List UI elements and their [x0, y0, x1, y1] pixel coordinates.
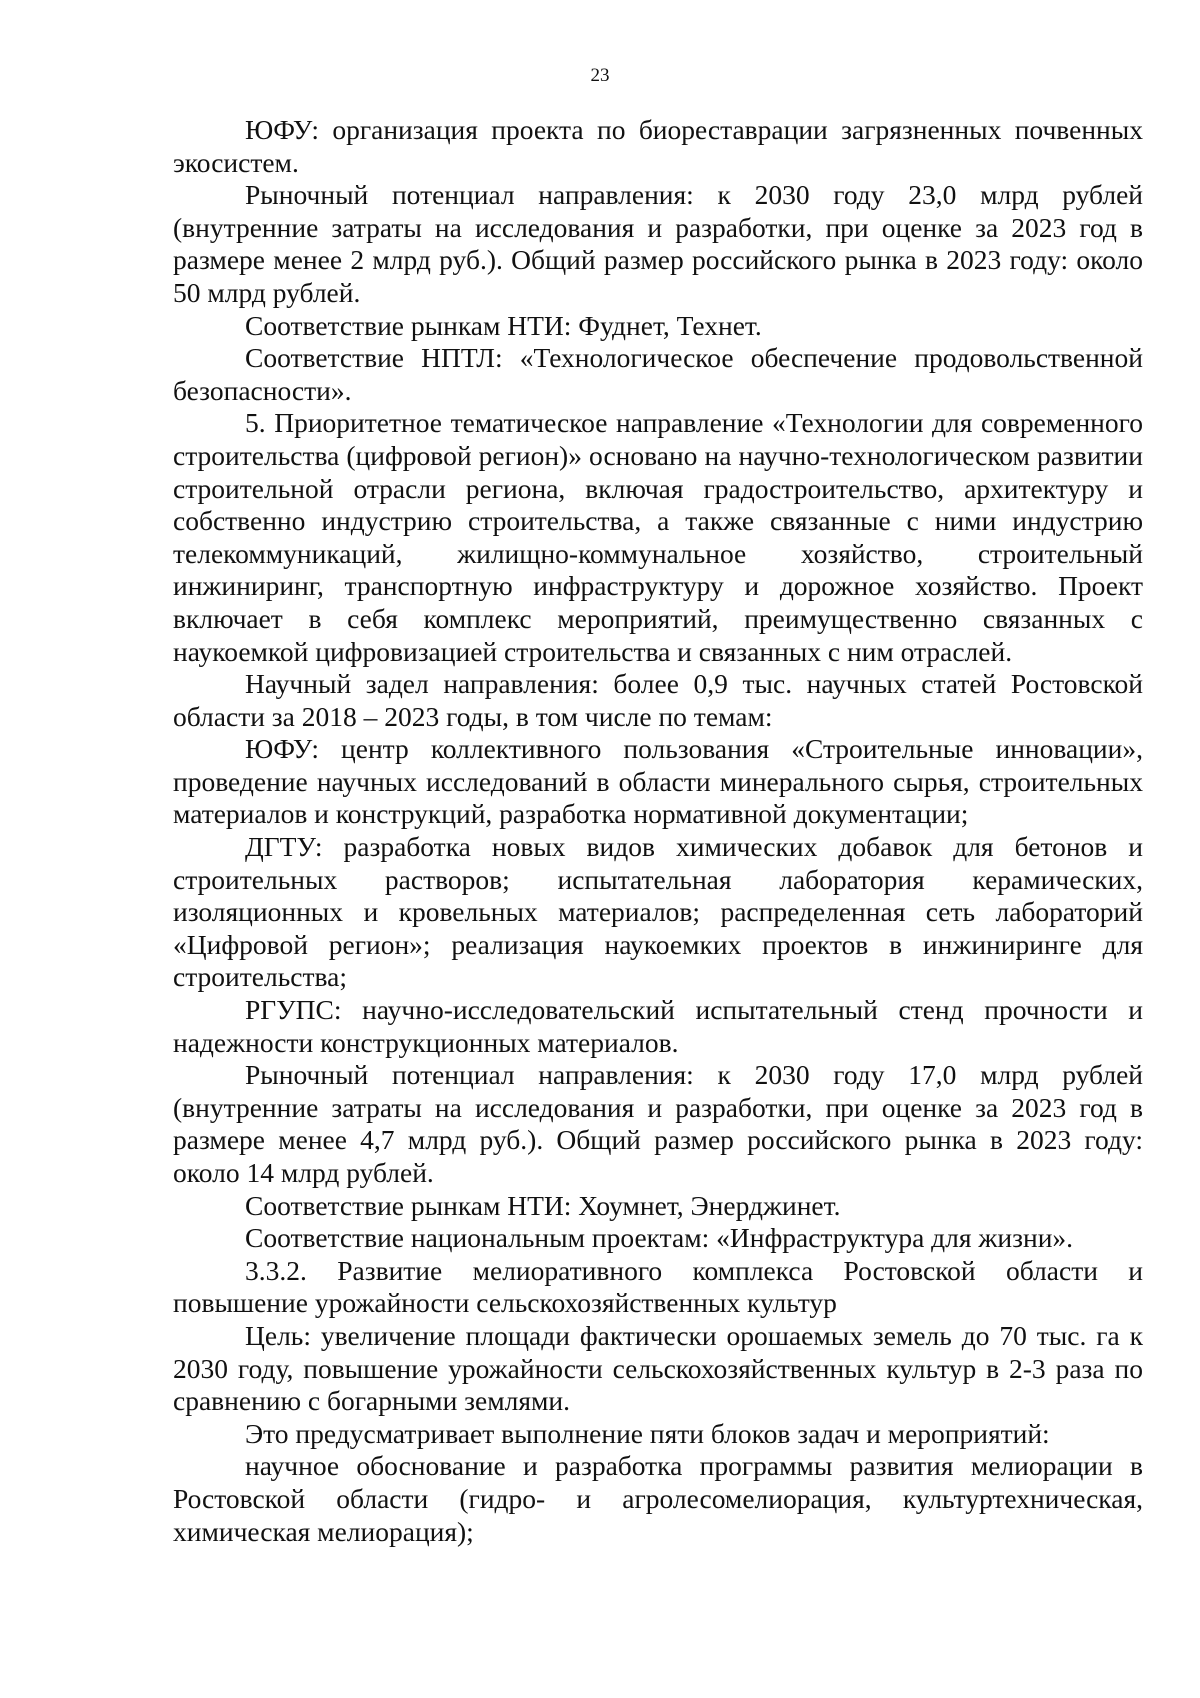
paragraph-yufu-construction: ЮФУ: центр коллективного пользования «Строительные инновации», проведение научных исследований в области минерального сырья, строительных материалов и конструкций, разработка нормативной документации;: [173, 733, 1143, 830]
paragraph-task-blocks: Это предусматривает выполнение пяти блоков задач и мероприятий:: [245, 1417, 1050, 1449]
page-number: 23: [590, 65, 610, 86]
paragraph-market-potential-2: Рыночный потенциал направления: к 2030 году 17,0 млрд рублей (внутренние затраты на исследования и разработки, при оценке за 2023 год в размере менее 4,7 млрд руб.). Общий размер российского рынка в 2023 году: около 14 млрд рублей.: [173, 1059, 1143, 1188]
paragraph-nti-markets-1: Соответствие рынкам НТИ: Фуднет, Технет.: [245, 309, 762, 341]
paragraph-yufu-bioremediation: ЮФУ: организация проекта по биореставрации загрязненных почвенных экосистем.: [173, 114, 1143, 178]
section-heading-3-3-2: 3.3.2. Развитие мелиоративного комплекса Ростовской области и повышение урожайности сельскохозяйственных культур: [173, 1254, 1143, 1319]
paragraph-market-potential-1: Рыночный потенциал направления: к 2030 году 23,0 млрд рублей (внутренние затраты на исследования и разработки, при оценке за 2023 год в размере менее 2 млрд руб.). Общий размер российского рынка в 2023 году: около 50 млрд рублей.: [173, 179, 1143, 308]
paragraph-melioration-program: научное обоснование и разработка программы развития мелиорации в Ростовской области (гидро- и агролесомелиорация, культуртехническая, химическая мелиорация);: [173, 1450, 1143, 1547]
document-body: [173, 114, 1143, 1548]
paragraph-scientific-groundwork: Научный задел направления: более 0,9 тыс. научных статей Ростовской области за 2018 – 2023 годы, в том числе по темам:: [173, 668, 1143, 732]
paragraph-nptl: Соответствие НПТЛ: «Технологическое обеспечение продовольственной безопасности».: [173, 342, 1143, 406]
paragraph-nti-markets-2: Соответствие рынкам НТИ: Хоумнет, Энерджинет.: [245, 1189, 841, 1221]
paragraph-national-projects: Соответствие национальным проектам: «Инфраструктура для жизни».: [245, 1222, 1074, 1254]
paragraph-dgtu: ДГТУ: разработка новых видов химических добавок для бетонов и строительных растворов; испытательная лаборатория керамических, изоляционных и кровельных материалов; распределенная сеть лабораторий «Цифровой регион»; реализация наукоемких проектов в инжиниринге для строительства;: [173, 831, 1143, 993]
paragraph-rgups: РГУПС: научно-исследовательский испытательный стенд прочности и надежности конструкционных материалов.: [173, 994, 1143, 1058]
paragraph-goal: Цель: увеличение площади фактически орошаемых земель до 70 тыс. га к 2030 году, повышение урожайности сельскохозяйственных культур в 2-3 раза по сравнению с богарными землями.: [173, 1319, 1143, 1417]
paragraph-direction-5: 5. Приоритетное тематическое направление «Технологии для современного строительства (цифровой регион)» основано на научно-технологическом развитии строительной отрасли региона, включая градостроительство, архитектуру и собственно индустрию строительства, а также связанные с ними индустрию телекоммуникаций, жилищно-коммунальное хозяйство, строительный инжиниринг, транспортную инфраструктуру и дорожное хозяйство. Проект включает в себя комплекс мероприятий, преимущественно связанных с наукоемкой цифровизацией строительства и связанных с ним отраслей.: [173, 407, 1143, 667]
